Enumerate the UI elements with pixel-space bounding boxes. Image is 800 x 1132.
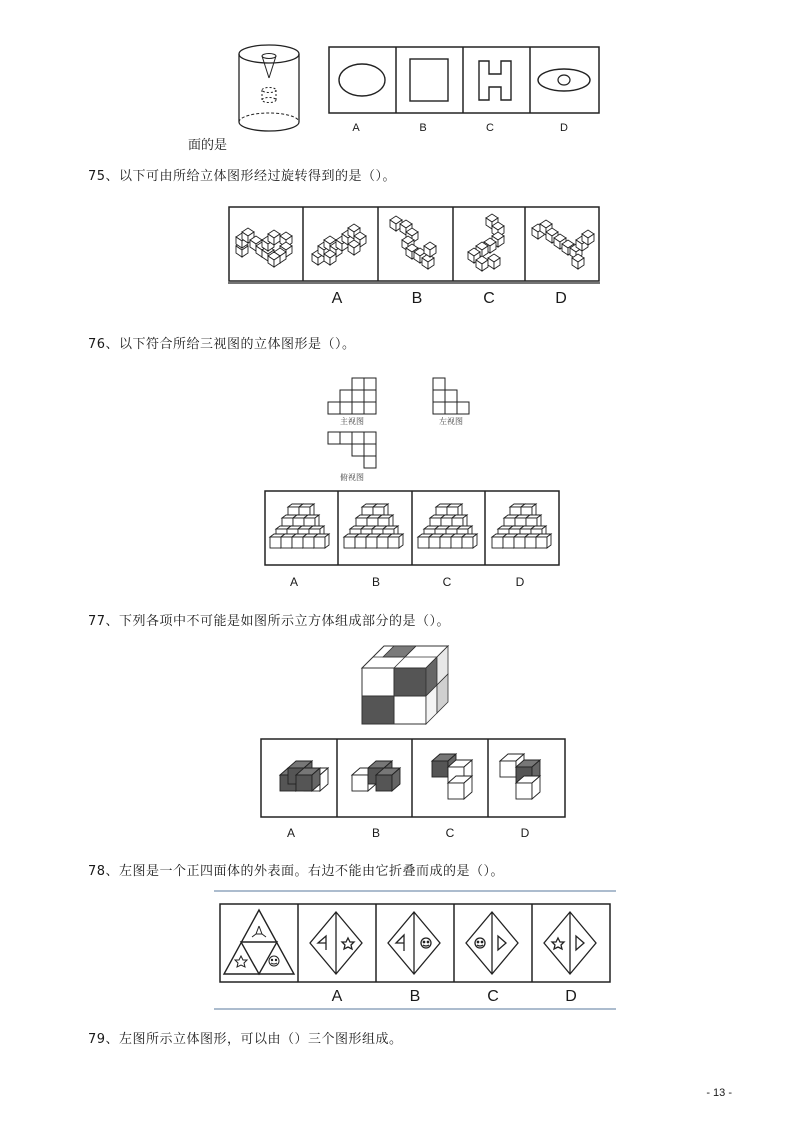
q77-option-c-label: C bbox=[445, 826, 455, 840]
q78-option-d-label: D bbox=[565, 988, 577, 1005]
prev-options-strip bbox=[328, 46, 600, 114]
q76-option-d-label: D bbox=[515, 575, 525, 589]
q78-option-a-label: A bbox=[331, 988, 343, 1005]
prev-option-b-label: B bbox=[419, 122, 427, 134]
q76-left-view bbox=[432, 377, 472, 415]
q77-cube-figure bbox=[362, 646, 452, 728]
prev-question-tail: 面的是 bbox=[188, 138, 228, 153]
q78-option-c-label: C bbox=[487, 988, 499, 1005]
q75-option-b-label: B bbox=[411, 290, 423, 307]
q76-option-a-label: A bbox=[289, 575, 298, 589]
q75-option-a-label: A bbox=[331, 290, 343, 307]
q75-figure-strip bbox=[228, 206, 600, 284]
cylinder-figure bbox=[236, 42, 302, 136]
prev-option-d-label: D bbox=[560, 122, 568, 134]
q76-option-c-label: C bbox=[442, 575, 452, 589]
question-75-text: 75、以下可由所给立体图形经过旋转得到的是（）。 bbox=[88, 169, 397, 184]
q77-option-b-label: B bbox=[371, 826, 380, 840]
question-79-text: 79、左图所示立体图形，可以由（）三个图形组成。 bbox=[88, 1032, 403, 1047]
q75-option-d-label: D bbox=[555, 290, 567, 307]
q76-top-view-caption: 俯视图 bbox=[340, 473, 364, 482]
question-78-text: 78、左图是一个正四面体的外表面。右边不能由它折叠而成的是（）。 bbox=[88, 864, 505, 879]
q76-options-strip bbox=[264, 490, 560, 566]
q77-option-a-label: A bbox=[286, 826, 295, 840]
q76-front-view-caption: 主视图 bbox=[340, 417, 364, 426]
q75-option-c-label: C bbox=[483, 290, 495, 307]
prev-option-c-label: C bbox=[486, 122, 494, 134]
q76-front-view bbox=[327, 377, 379, 415]
q78-option-b-label: B bbox=[409, 988, 421, 1005]
question-77-text: 77、下列各项中不可能是如图所示立方体组成部分的是（）。 bbox=[88, 614, 451, 629]
q76-left-view-caption: 左视图 bbox=[439, 417, 463, 426]
prev-option-a-label: A bbox=[352, 122, 360, 134]
q76-option-b-label: B bbox=[371, 575, 380, 589]
q77-options-strip bbox=[260, 738, 566, 818]
page-number: - 13 - bbox=[706, 1087, 732, 1099]
q77-option-d-label: D bbox=[520, 826, 530, 840]
question-76-text: 76、以下符合所给三视图的立体图形是（）。 bbox=[88, 337, 356, 352]
q76-top-view bbox=[327, 431, 379, 469]
